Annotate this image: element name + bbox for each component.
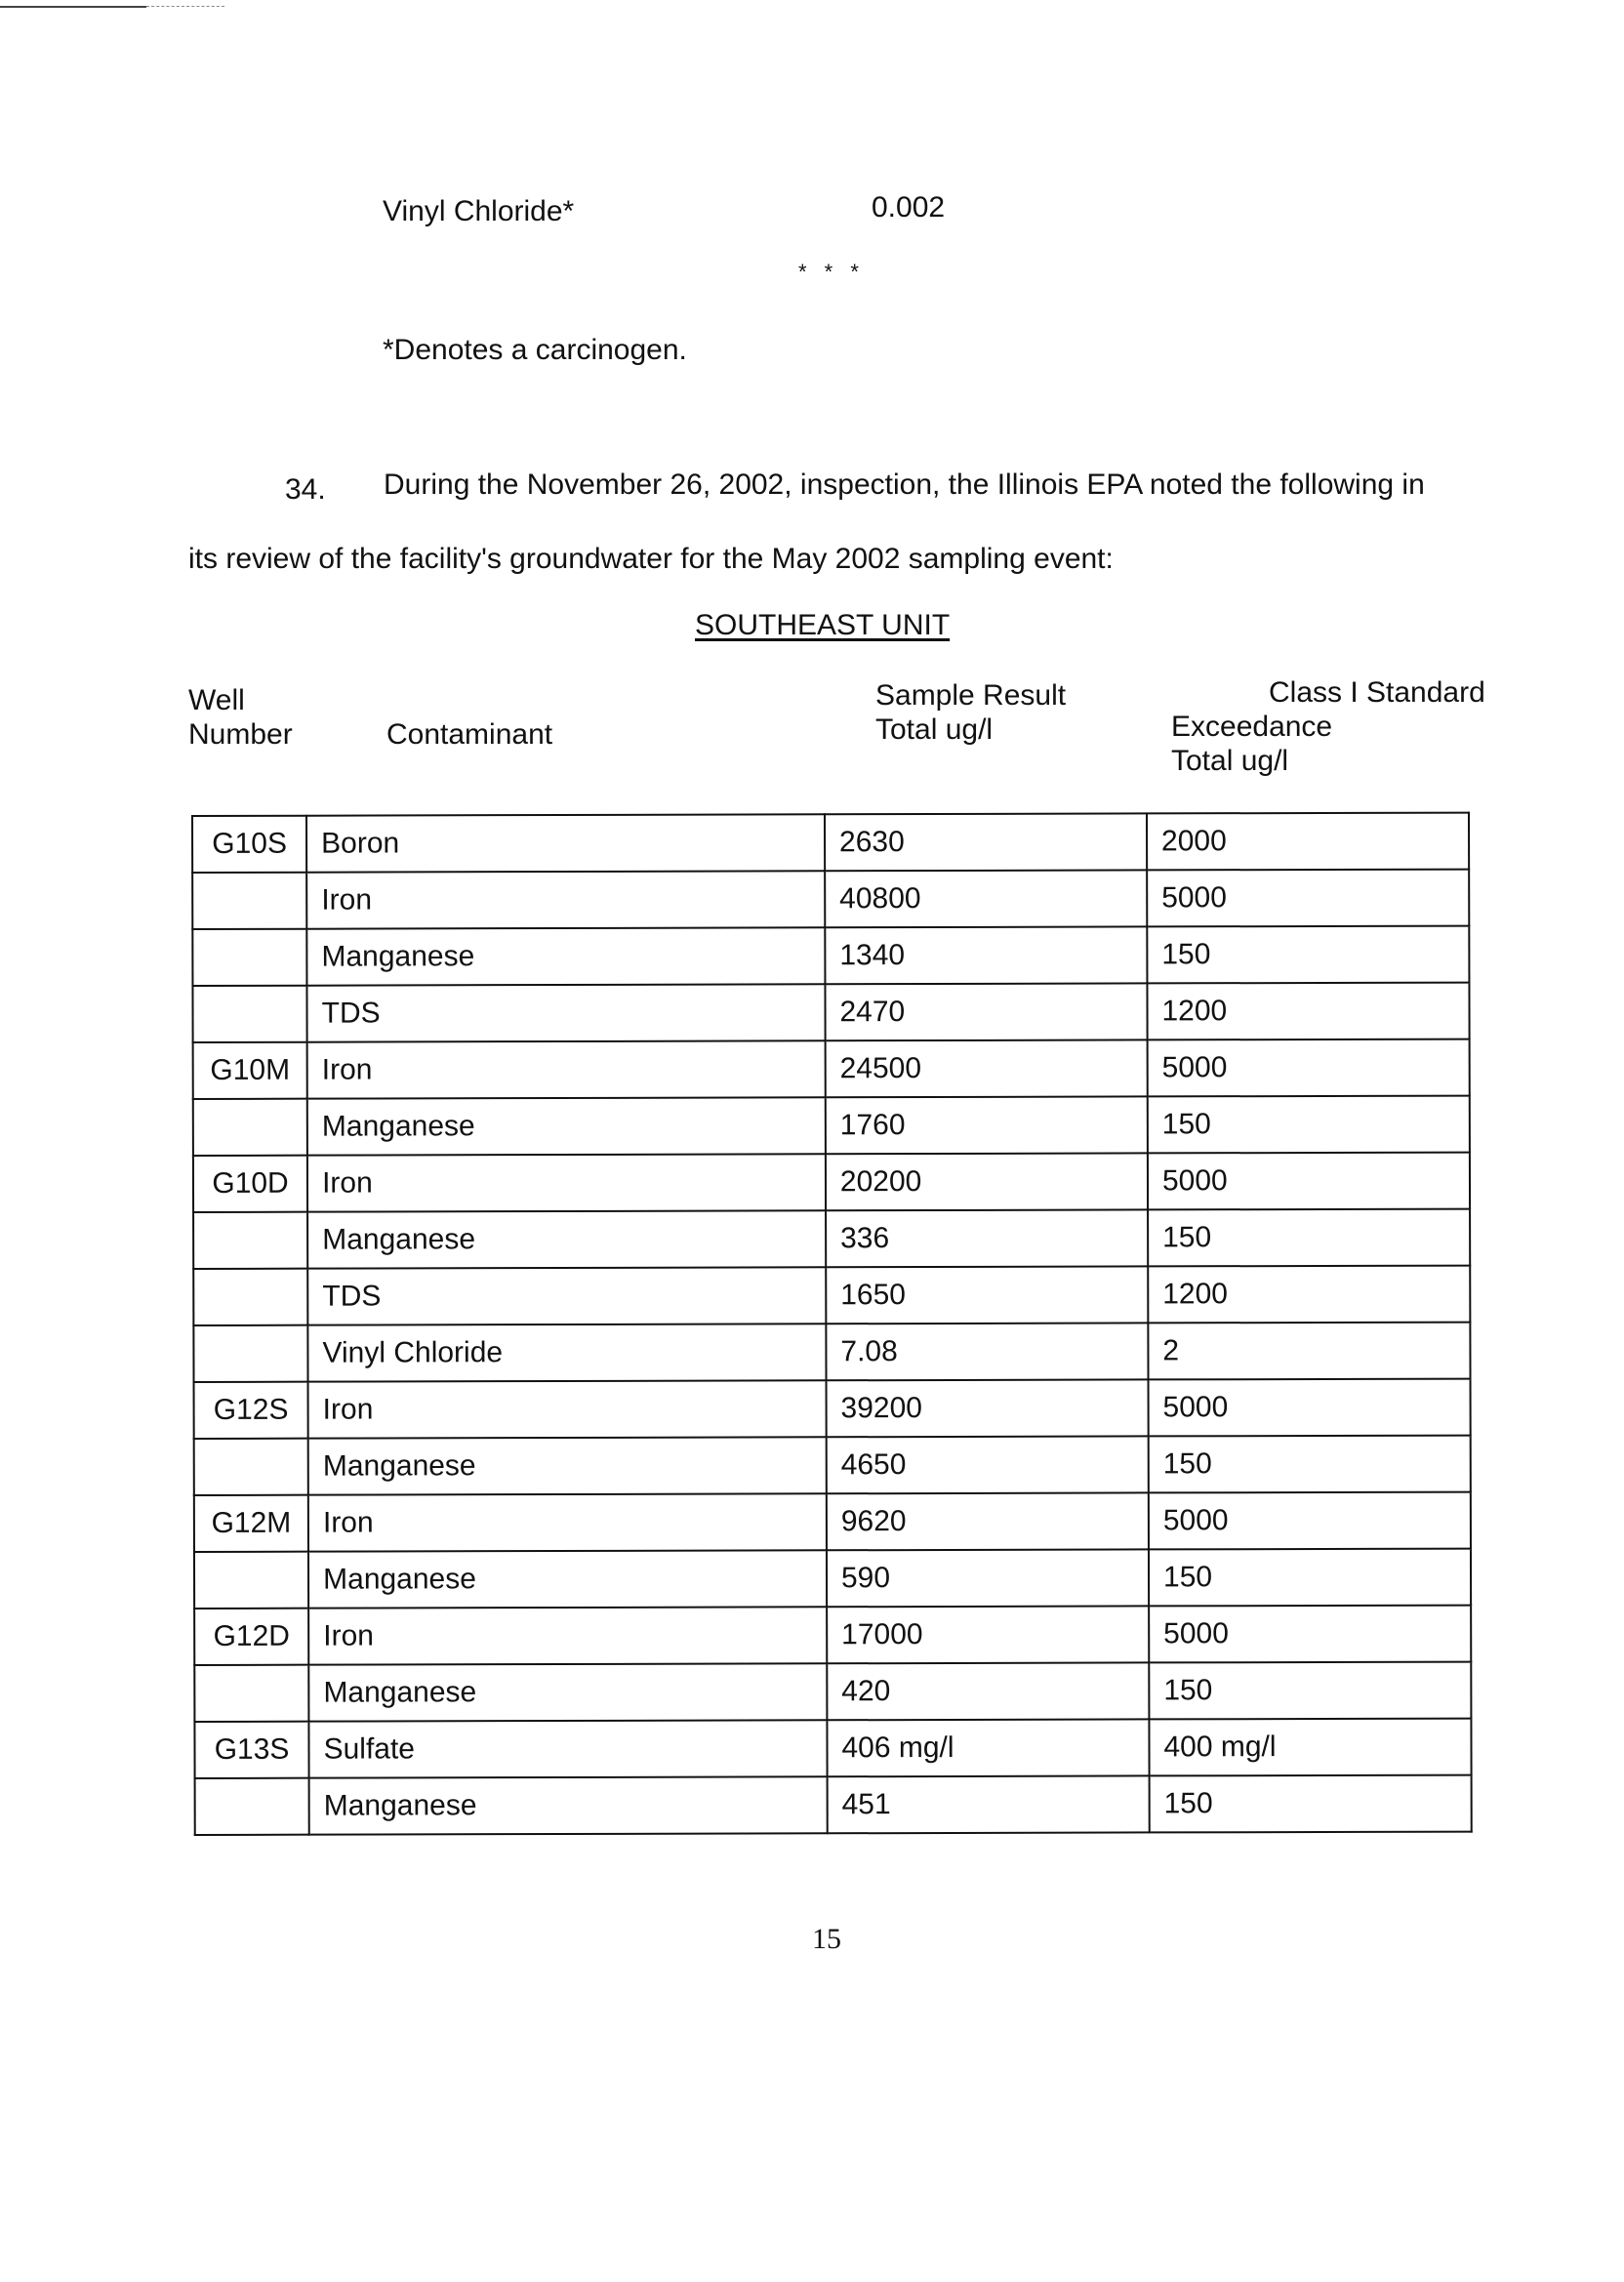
cell-well-number: G12S [194,1382,308,1439]
results-table-body [192,813,1472,1835]
cell-sample-result: 39200 [826,1379,1148,1437]
cell-contaminant: Iron [308,1493,827,1551]
cell-well-number: G10D [193,1156,307,1212]
header-standard-line-3: Total ug/l [1171,745,1289,777]
table-row [194,1379,1471,1439]
carcinogen-footnote: *Denotes a carcinogen. [383,334,687,366]
cell-standard: 5000 [1147,870,1469,927]
header-standard-line-2: Exceedance [1171,711,1333,743]
header-well-line-2: Number [188,718,293,751]
cell-well-number [193,1325,307,1382]
header-standard-line-1: Class I Standard [1269,676,1485,709]
cell-well-number: G13S [194,1722,308,1778]
header-well-line-1: Well [188,684,245,716]
cell-well-number [193,1212,307,1269]
cell-standard: 150 [1149,1436,1471,1493]
cell-contaminant: Manganese [307,1210,826,1268]
cell-well-number: G12D [194,1609,308,1665]
cell-sample-result: 24500 [826,1039,1148,1097]
table-row [193,1209,1470,1269]
scan-edge-mark [0,6,146,8]
cell-contaminant: Boron [306,814,825,872]
cell-standard: 150 [1148,1209,1470,1267]
cell-standard: 150 [1149,1549,1471,1607]
table-row [192,983,1469,1042]
cell-contaminant: Manganese [306,927,825,985]
cell-sample-result: 1650 [826,1266,1148,1324]
cell-contaminant: TDS [307,984,826,1041]
cell-contaminant: Manganese [308,1437,827,1494]
cell-contaminant: Vinyl Chloride [307,1324,826,1381]
cell-sample-result: 9620 [827,1492,1149,1550]
cell-sample-result: 2630 [825,813,1147,871]
cell-standard: 2 [1148,1323,1470,1380]
section-title: SOUTHEAST UNIT [695,609,951,641]
cell-sample-result: 20200 [826,1153,1148,1210]
cell-contaminant: Iron [308,1607,827,1664]
cell-contaminant: Manganese [308,1550,827,1608]
table-row [195,1775,1472,1835]
cell-contaminant: Manganese [309,1776,828,1834]
header-sample-line-2: Total ug/l [875,713,994,746]
paragraph-text-line-2: its review of the facility's groundwater for the May 2002 sampling event: [188,543,1114,575]
cell-sample-result: 17000 [827,1606,1149,1663]
cell-contaminant: Manganese [307,1097,826,1155]
cell-contaminant: TDS [307,1267,826,1324]
cell-standard: 5000 [1149,1606,1471,1663]
table-row [193,1153,1470,1212]
table-row [193,1323,1470,1382]
cell-sample-result: 2470 [825,983,1147,1040]
cell-sample-result: 406 mg/l [827,1719,1149,1776]
paragraph-text-line-1: During the November 26, 2002, inspection, the Illinois EPA noted the following in [384,469,1425,501]
cell-well-number: G12M [194,1495,308,1552]
cell-sample-result: 40800 [825,870,1147,927]
table-row [194,1549,1471,1609]
cell-standard: 400 mg/l [1149,1719,1471,1776]
cell-standard: 150 [1149,1662,1471,1720]
cell-well-number [193,1269,307,1325]
page-number: 15 [812,1923,841,1955]
scan-edge-dash [146,6,224,8]
cell-sample-result: 336 [826,1209,1148,1267]
cell-sample-result: 1340 [825,926,1147,984]
cell-contaminant: Iron [307,1040,826,1098]
table-row [193,1096,1470,1156]
cell-well-number [192,986,306,1042]
table-row [194,1719,1471,1778]
cell-well-number [194,1552,308,1609]
cell-contaminant: Iron [307,1154,826,1211]
vinyl-chloride-value: 0.002 [872,191,946,224]
cell-contaminant: Sulfate [308,1720,827,1777]
table-row [192,870,1469,929]
table-row [193,1039,1470,1099]
table-row [192,813,1469,873]
cell-well-number [193,1099,307,1156]
groundwater-results-table [191,812,1473,1836]
cell-standard: 1200 [1147,983,1469,1040]
table-row [194,1662,1471,1722]
paragraph-number: 34. [285,473,326,506]
table-row [193,1266,1470,1325]
section-separator: * * * [798,260,865,284]
table-row [192,926,1469,986]
cell-contaminant: Iron [306,871,825,928]
cell-contaminant: Iron [308,1380,827,1438]
cell-standard: 1200 [1148,1266,1470,1324]
cell-sample-result: 7.08 [826,1323,1148,1380]
cell-standard: 5000 [1148,1153,1470,1210]
cell-sample-result: 590 [827,1549,1149,1607]
cell-sample-result: 4650 [827,1436,1149,1493]
vinyl-chloride-label: Vinyl Chloride* [383,195,575,227]
header-sample-line-1: Sample Result [875,679,1067,712]
header-contaminant: Contaminant [386,718,553,751]
cell-well-number: G10S [192,816,306,873]
cell-standard: 5000 [1149,1492,1471,1550]
cell-contaminant: Manganese [308,1663,827,1721]
cell-sample-result: 420 [827,1662,1149,1720]
table-row [194,1492,1471,1552]
cell-well-number [194,1439,308,1495]
cell-standard: 150 [1150,1775,1472,1833]
cell-well-number [194,1665,308,1722]
cell-standard: 5000 [1148,1379,1470,1437]
table-row [194,1606,1471,1665]
cell-well-number [192,873,306,929]
cell-standard: 150 [1147,926,1469,984]
cell-well-number: G10M [193,1042,307,1099]
cell-sample-result: 1760 [826,1096,1148,1154]
cell-sample-result: 451 [828,1775,1150,1833]
cell-well-number [195,1778,309,1835]
cell-well-number [192,929,306,986]
table-row [194,1436,1471,1495]
cell-standard: 5000 [1148,1039,1470,1097]
cell-standard: 150 [1148,1096,1470,1154]
cell-standard: 2000 [1147,813,1469,871]
